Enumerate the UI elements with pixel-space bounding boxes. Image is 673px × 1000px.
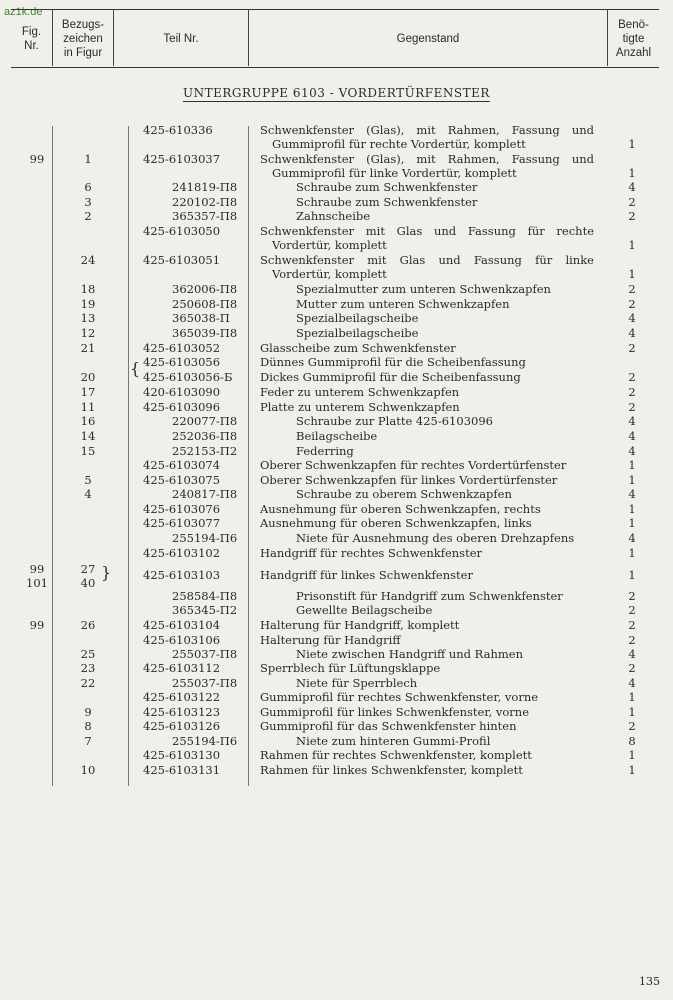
part-number-cell: 425-6103126 <box>143 719 221 733</box>
part-number-cell: 365357-П8 <box>172 209 238 223</box>
table-row <box>0 719 673 734</box>
table-row <box>0 748 673 763</box>
table-row <box>0 224 673 239</box>
description-cell: Rahmen für rechtes Schwenkfenster, komplett <box>260 748 532 762</box>
ref-cell: 20 <box>80 370 96 384</box>
description-cell: Platte zu unterem Schwenkzapfen <box>260 400 460 414</box>
table-row <box>0 267 673 282</box>
header-divider <box>248 9 249 66</box>
ref-cell: 4 <box>84 487 92 501</box>
quantity-cell: 2 <box>628 618 636 632</box>
header-qty: Benö- tigte Anzahl <box>615 18 652 59</box>
description-cell: Halterung für Handgriff, komplett <box>260 618 460 632</box>
part-number-cell: 241819-П8 <box>172 180 238 194</box>
quantity-cell: 1 <box>628 546 636 560</box>
header-fig: Fig. Nr. <box>21 25 42 52</box>
part-number-cell: 255037-П8 <box>172 676 238 690</box>
description-cell: Mutter zum unteren Schwenkzapfen <box>296 297 510 311</box>
table-row <box>0 603 673 618</box>
part-number-cell: 420-6103090 <box>143 385 221 399</box>
part-number-cell: 425-6103074 <box>143 458 221 472</box>
description-cell: Gummiprofil für rechtes Schwenkfenster, vorne <box>260 690 539 704</box>
ref-cell: 9 <box>84 705 92 719</box>
quantity-cell: 1 <box>628 705 636 719</box>
description-cell: Spezialbeilagscheibe <box>296 326 419 340</box>
description-cell: Spezialbeilagscheibe <box>296 311 419 325</box>
part-number-cell: 425-6103056 <box>143 355 221 369</box>
description-cell: Schraube zum Schwenkfenster <box>296 180 478 194</box>
table-row <box>0 195 673 210</box>
description-cell: Beilagscheibe <box>296 429 378 443</box>
description-cell: Ausnehmung für oberen Schwenkzapfen, rechts <box>260 502 541 516</box>
header-divider <box>52 9 53 66</box>
table-row <box>0 311 673 326</box>
quantity-cell: 4 <box>628 326 636 340</box>
ref-cell: 12 <box>80 326 96 340</box>
ref-cell: 15 <box>80 444 96 458</box>
fig-cell: 99 <box>29 618 45 632</box>
table-row <box>0 123 673 138</box>
description-cell: Spezialmutter zum unteren Schwenkzapfen <box>296 282 551 296</box>
ref-cell: 21 <box>80 341 96 355</box>
description-cell: Niete für Ausnehmung des oberen Drehzapfens <box>296 531 575 545</box>
description-cell: Schwenkfenster mit Glas und Fassung für linke <box>260 253 594 267</box>
part-number-cell: 255194-П6 <box>172 531 238 545</box>
description-cell: Niete zwischen Handgriff und Rahmen <box>296 647 523 661</box>
description-cell: Gummiprofil für linke Vordertür, komplett <box>272 166 517 180</box>
table-row <box>0 166 673 181</box>
part-number-cell: 425-6103096 <box>143 400 221 414</box>
ref-cell: 25 <box>80 647 96 661</box>
fig-cell: 99 <box>29 562 45 576</box>
quantity-cell: 4 <box>628 676 636 690</box>
quantity-cell: 2 <box>628 661 636 675</box>
ref-cell: 22 <box>80 676 96 690</box>
part-number-cell: 425-610336 <box>143 123 213 137</box>
description-cell: Oberer Schwenkzapfen für linkes Vordertürfenster <box>260 473 558 487</box>
ref-cell: 40 <box>80 576 96 590</box>
header-part: Teil Nr. <box>163 32 199 45</box>
part-number-cell: 255037-П8 <box>172 647 238 661</box>
quantity-cell: 4 <box>628 531 636 545</box>
part-number-cell: 425-6103051 <box>143 253 221 267</box>
description-cell: Niete für Sperrblech <box>296 676 418 690</box>
description-cell: Glasscheibe zum Schwenkfenster <box>260 341 456 355</box>
table-row <box>0 705 673 720</box>
quantity-cell: 4 <box>628 444 636 458</box>
table-row <box>0 414 673 429</box>
quantity-cell: 2 <box>628 603 636 617</box>
description-cell: Vordertür, komplett <box>272 238 387 252</box>
quantity-cell: 4 <box>628 180 636 194</box>
quantity-cell: 8 <box>628 734 636 748</box>
ref-cell: 8 <box>84 719 92 733</box>
part-number-cell: 425-6103077 <box>143 516 221 530</box>
header-divider <box>607 9 608 66</box>
part-number-cell: 250608-П8 <box>172 297 238 311</box>
description-cell: Dickes Gummiprofil für die Scheibenfassung <box>260 370 521 384</box>
table-row <box>0 355 673 370</box>
table-row <box>0 152 673 167</box>
ref-cell: 3 <box>84 195 92 209</box>
table-row <box>0 385 673 400</box>
table-row <box>0 282 673 297</box>
quantity-cell: 2 <box>628 385 636 399</box>
table-row <box>0 516 673 531</box>
description-cell: Ausnehmung für oberen Schwenkzapfen, links <box>260 516 532 530</box>
part-number-cell: 365039-П8 <box>172 326 238 340</box>
quantity-cell: 1 <box>628 690 636 704</box>
part-number-cell: 425-6103056-Б <box>143 370 233 384</box>
part-number-cell: 425-6103112 <box>143 661 221 675</box>
table-row <box>0 734 673 749</box>
quantity-cell: 2 <box>628 719 636 733</box>
table-row <box>0 633 673 648</box>
table-row <box>0 180 673 195</box>
quantity-cell: 1 <box>628 748 636 762</box>
description-cell: Schwenkfenster (Glas), mit Rahmen, Fassung und <box>260 123 594 137</box>
part-number-cell: 425-6103052 <box>143 341 221 355</box>
description-cell: Sperrblech für Lüftungsklappe <box>260 661 441 675</box>
quantity-cell: 2 <box>628 589 636 603</box>
description-cell: Oberer Schwenkzapfen für rechtes Vordertürfenster <box>260 458 567 472</box>
quantity-cell: 4 <box>628 429 636 443</box>
description-cell: Feder zu unterem Schwenkzapfen <box>260 385 460 399</box>
description-cell: Handgriff für linkes Schwenkfenster <box>260 568 473 582</box>
quantity-cell: 1 <box>628 502 636 516</box>
table-row <box>0 589 673 604</box>
brace-icon: { <box>130 359 141 378</box>
description-cell: Schraube zu oberem Schwenkzapfen <box>296 487 512 501</box>
description-cell: Gewellte Beilagscheibe <box>296 603 433 617</box>
quantity-cell: 2 <box>628 297 636 311</box>
header-divider <box>113 9 114 66</box>
part-number-cell: 425-6103106 <box>143 633 221 647</box>
quantity-cell: 2 <box>628 400 636 414</box>
part-number-cell: 425-6103123 <box>143 705 221 719</box>
table-row <box>0 400 673 415</box>
part-number-cell: 425-6103102 <box>143 546 221 560</box>
quantity-cell: 1 <box>628 166 636 180</box>
ref-cell: 6 <box>84 180 92 194</box>
part-number-cell: 258584-П8 <box>172 589 238 603</box>
part-number-cell: 425-6103037 <box>143 152 221 166</box>
ref-cell: 2 <box>84 209 92 223</box>
description-cell: Schraube zur Platte 425-6103096 <box>296 414 493 428</box>
part-number-cell: 425-6103131 <box>143 763 221 777</box>
part-number-cell: 252036-П8 <box>172 429 238 443</box>
part-number-cell: 425-6103050 <box>143 224 221 238</box>
ref-cell: 7 <box>84 734 92 748</box>
quantity-cell: 2 <box>628 633 636 647</box>
ref-cell: 17 <box>80 385 96 399</box>
quantity-cell: 2 <box>628 341 636 355</box>
description-cell: Gummiprofil für das Schwenkfenster hinten <box>260 719 517 733</box>
table-row <box>0 137 673 152</box>
table-row <box>0 326 673 341</box>
fig-cell: 101 <box>26 576 48 590</box>
part-number-cell: 425-6103075 <box>143 473 221 487</box>
table-row <box>0 763 673 778</box>
ref-cell: 24 <box>80 253 96 267</box>
table-row <box>0 444 673 459</box>
ref-cell: 14 <box>80 429 96 443</box>
description-cell: Federring <box>296 444 354 458</box>
ref-cell: 10 <box>80 763 96 777</box>
section-title: UNTERGRUPPE 6103 - VORDERTÜRFENSTER <box>183 86 490 100</box>
quantity-cell: 1 <box>628 137 636 151</box>
description-cell: Handgriff für rechtes Schwenkfenster <box>260 546 483 560</box>
ref-cell: 1 <box>84 152 92 166</box>
table-row <box>0 661 673 676</box>
page-number: 135 <box>639 975 660 988</box>
table-row <box>0 297 673 312</box>
description-cell: Gummiprofil für linkes Schwenkfenster, vorne <box>260 705 529 719</box>
description-cell: Prisonstift für Handgriff zum Schwenkfenster <box>296 589 563 603</box>
quantity-cell: 2 <box>628 195 636 209</box>
header-desc: Gegenstand <box>396 32 460 45</box>
description-cell: Zahnscheibe <box>296 209 371 223</box>
table-row <box>0 546 673 561</box>
table-row <box>0 458 673 473</box>
ref-cell: 5 <box>84 473 92 487</box>
table-row <box>0 341 673 356</box>
table-row <box>0 209 673 224</box>
description-cell: Halterung für Handgriff <box>260 633 401 647</box>
quantity-cell: 2 <box>628 209 636 223</box>
part-number-cell: 240817-П8 <box>172 487 238 501</box>
table-row <box>0 238 673 253</box>
description-cell: Niete zum hinteren Gummi-Profil <box>296 734 491 748</box>
table-row <box>0 676 673 691</box>
description-cell: Schwenkfenster (Glas), mit Rahmen, Fassung und <box>260 152 594 166</box>
description-cell: Schraube zum Schwenkfenster <box>296 195 478 209</box>
quantity-cell: 1 <box>628 458 636 472</box>
table-row <box>0 253 673 268</box>
table-row <box>0 531 673 546</box>
part-number-cell: 365038-П <box>172 311 230 325</box>
description-cell: Rahmen für linkes Schwenkfenster, komplett <box>260 763 523 777</box>
part-number-cell: 425-6103103 <box>143 568 221 582</box>
table-row <box>0 473 673 488</box>
watermark: az1k.de <box>4 6 43 18</box>
table-row <box>0 690 673 705</box>
ref-cell: 13 <box>80 311 96 325</box>
description-cell: Vordertür, komplett <box>272 267 387 281</box>
ref-cell: 23 <box>80 661 96 675</box>
part-number-cell: 425-6103104 <box>143 618 221 632</box>
header-ref: Bezugs- zeichen in Figur <box>61 18 105 59</box>
part-number-cell: 362006-П8 <box>172 282 238 296</box>
fig-cell: 99 <box>29 152 45 166</box>
table-row <box>0 429 673 444</box>
ref-cell: 18 <box>80 282 96 296</box>
ref-cell: 27 <box>80 562 96 576</box>
ref-cell: 26 <box>80 618 96 632</box>
part-number-cell: 255194-П6 <box>172 734 238 748</box>
part-number-cell: 425-6103076 <box>143 502 221 516</box>
table-row <box>0 618 673 633</box>
table-row <box>0 647 673 662</box>
description-cell: Dünnes Gummiprofil für die Scheibenfassung <box>260 355 526 369</box>
quantity-cell: 4 <box>628 311 636 325</box>
quantity-cell: 4 <box>628 647 636 661</box>
ref-cell: 16 <box>80 414 96 428</box>
part-number-cell: 365345-П2 <box>172 603 238 617</box>
quantity-cell: 4 <box>628 414 636 428</box>
table-row <box>0 487 673 502</box>
quantity-cell: 1 <box>628 473 636 487</box>
quantity-cell: 2 <box>628 370 636 384</box>
quantity-cell: 1 <box>628 568 636 582</box>
quantity-cell: 1 <box>628 267 636 281</box>
quantity-cell: 1 <box>628 238 636 252</box>
ref-cell: 11 <box>80 400 96 414</box>
description-cell: Gummiprofil für rechte Vordertür, komplett <box>272 137 526 151</box>
table-row <box>0 502 673 517</box>
quantity-cell: 4 <box>628 487 636 501</box>
table-header <box>11 9 659 68</box>
part-number-cell: 220102-П8 <box>172 195 238 209</box>
ref-cell: 19 <box>80 297 96 311</box>
part-number-cell: 425-6103130 <box>143 748 221 762</box>
part-number-cell: 252153-П2 <box>172 444 238 458</box>
part-number-cell: 425-6103122 <box>143 690 221 704</box>
quantity-cell: 2 <box>628 282 636 296</box>
description-cell: Schwenkfenster mit Glas und Fassung für rechte <box>260 224 594 238</box>
table-row <box>0 370 673 385</box>
brace-icon: } <box>101 563 112 582</box>
quantity-cell: 1 <box>628 763 636 777</box>
quantity-cell: 1 <box>628 516 636 530</box>
part-number-cell: 220077-П8 <box>172 414 238 428</box>
